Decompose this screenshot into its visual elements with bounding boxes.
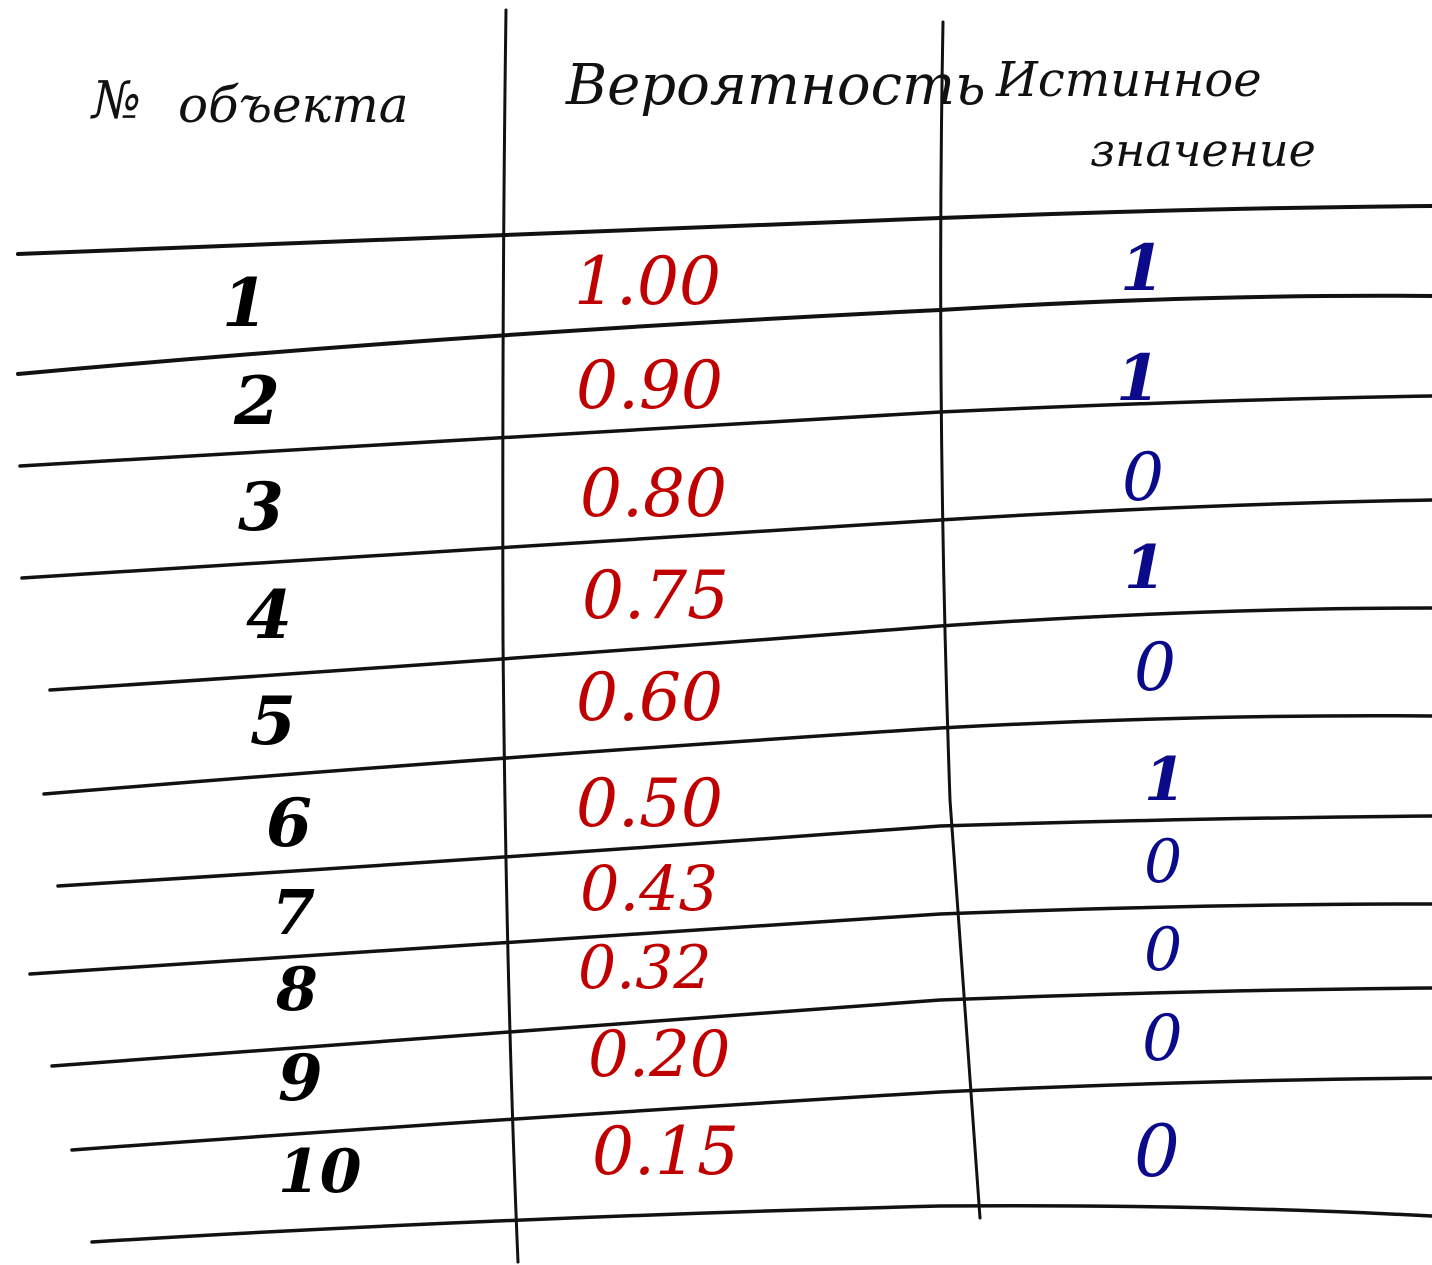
row-line-9 — [72, 1078, 1432, 1150]
row-truth: 0 — [1134, 629, 1176, 706]
row-probability: 0.75 — [582, 557, 729, 634]
row-id: 5 — [250, 682, 296, 760]
row-truth: 1 — [1144, 745, 1186, 815]
table-row — [238, 439, 1164, 546]
row-id: 3 — [238, 468, 284, 546]
row-truth: 0 — [1134, 1109, 1180, 1193]
number-sign: № — [92, 71, 142, 131]
row-probability: 0.90 — [576, 347, 723, 424]
header-object-label: объекта — [178, 76, 409, 134]
table-row — [246, 533, 1166, 654]
table-row — [278, 1002, 1183, 1116]
table-row — [275, 915, 1182, 1025]
row-id: 1 — [222, 264, 268, 342]
table-row — [222, 231, 1165, 342]
row-probability: 0.32 — [578, 933, 712, 1003]
row-probability: 0.15 — [592, 1113, 739, 1190]
row-probability: 0.20 — [588, 1018, 731, 1092]
table-row — [250, 629, 1176, 760]
row-line-0 — [18, 206, 1432, 254]
row-probability: 0.50 — [576, 765, 723, 842]
column-divider-1 — [503, 10, 518, 1262]
row-line-8 — [52, 988, 1432, 1066]
row-id: 6 — [266, 784, 312, 862]
row-probability: 0.80 — [580, 455, 727, 532]
row-probability: 1.00 — [574, 243, 721, 320]
header-object-number — [90, 71, 409, 134]
row-probability: 0.43 — [580, 852, 719, 925]
row-truth: 0 — [1144, 827, 1183, 897]
row-truth: 1 — [1120, 231, 1165, 306]
row-probability: 0.60 — [576, 659, 723, 736]
row-line-10 — [92, 1206, 1432, 1242]
row-line-6 — [58, 816, 1432, 886]
row-id: 10 — [278, 1137, 362, 1207]
row-id: 8 — [276, 955, 318, 1025]
table-row — [272, 827, 1182, 949]
row-id: 2 — [234, 362, 280, 440]
column-divider-2 — [941, 22, 980, 1218]
table-row — [278, 1109, 1180, 1207]
row-id: 4 — [246, 576, 292, 654]
header-true-value-line1: Истинное — [996, 52, 1262, 108]
row-id: 9 — [278, 1041, 323, 1116]
row-id: 7 — [272, 876, 316, 949]
row-truth: 0 — [1142, 1002, 1183, 1076]
row-truth: 1 — [1116, 341, 1161, 416]
row-line-7 — [30, 904, 1432, 974]
row-truth: 0 — [1122, 439, 1164, 516]
row-truth: 0 — [1144, 915, 1183, 985]
header-true-value-line2: значение — [1090, 123, 1316, 177]
header-probability: Вероятность — [566, 53, 986, 118]
table-row — [266, 745, 1186, 862]
row-truth: 1 — [1124, 533, 1166, 603]
